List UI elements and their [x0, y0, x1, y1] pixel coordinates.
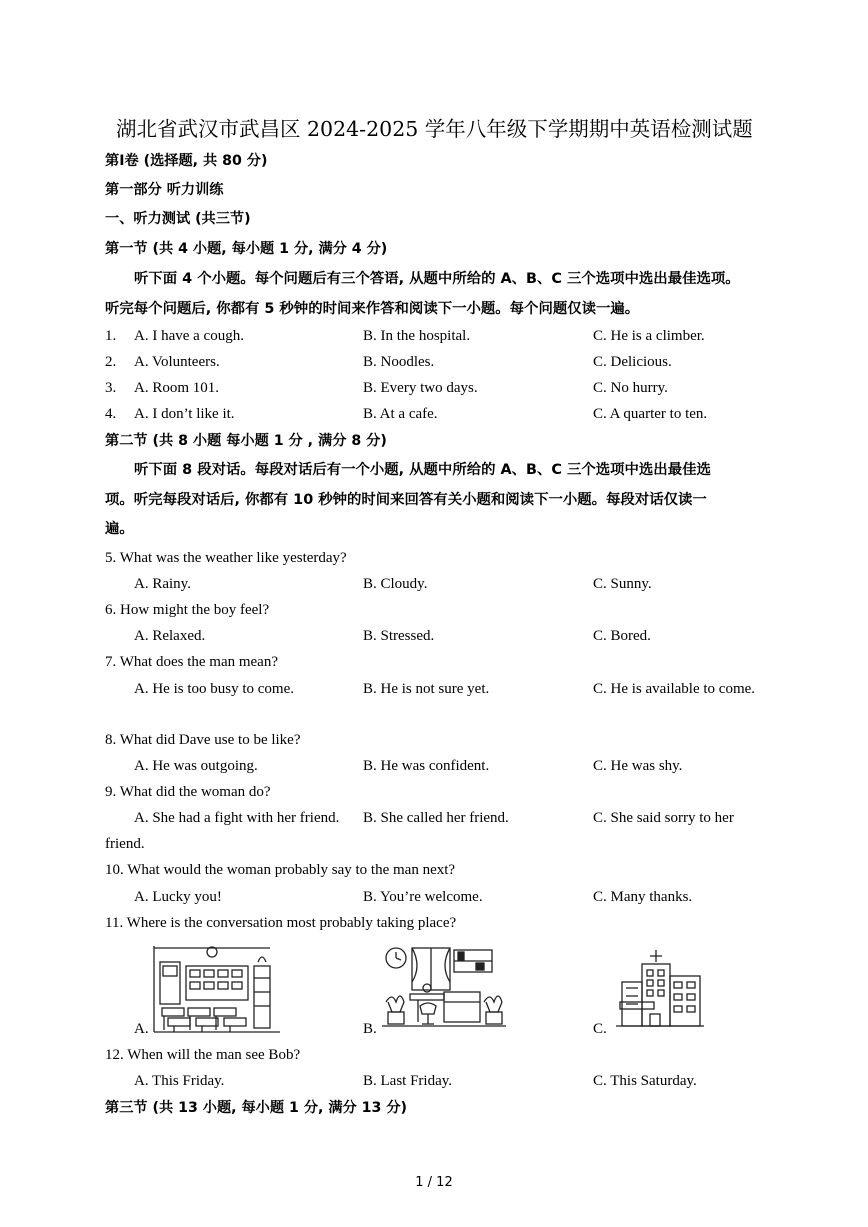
option-b: B. — [363, 1021, 377, 1037]
options-row — [0, 884, 868, 910]
question-number: 1. — [105, 328, 117, 344]
option-a: A. He is too busy to come. — [134, 681, 294, 697]
section2-instructions-line1: 听下面 8 段对话。每段对话后有一个小题, 从题中所给的 A、B、C 三个选项中选出最佳选 — [134, 462, 711, 478]
section3-heading: 第三节 (共 13 小题, 每小题 1 分, 满分 13 分) — [105, 1100, 407, 1116]
hospital-building-picture — [612, 948, 708, 1032]
option-c: C. He is a climber. — [593, 328, 705, 344]
option-b: B. She called her friend. — [363, 810, 509, 826]
option-a: A. Volunteers. — [134, 354, 220, 370]
options-row — [0, 676, 868, 702]
option-b: B. He is not sure yet. — [363, 681, 490, 697]
section1-instructions-line1: 听下面 4 个小题。每个问题后有三个答语, 从题中所给的 A、B、C 三个选项中选出最佳选项。 — [134, 271, 740, 287]
question-stem: 12. When will the man see Bob? — [105, 1047, 301, 1063]
question-row — [0, 375, 868, 401]
option-b: B. Noodles. — [363, 354, 435, 370]
option-c: C. This Saturday. — [593, 1073, 697, 1089]
section1-instructions-line2: 听完每个问题后, 你都有 5 秒钟的时间来作答和阅读下一小题。每个问题仅读一遍。 — [105, 301, 640, 317]
option-c-continuation: friend. — [105, 836, 145, 852]
option-a: A. This Friday. — [134, 1073, 225, 1089]
question-stem: 8. What did Dave use to be like? — [105, 732, 301, 748]
study-room-picture — [380, 944, 508, 1034]
option-a: A. Room 101. — [134, 380, 220, 396]
option-b: B. At a cafe. — [363, 406, 438, 422]
document-title: 湖北省武汉市武昌区 2024-2025 学年八年级下学期期中英语检测试题 — [116, 117, 753, 141]
option-c: C. Bored. — [593, 628, 651, 644]
options-row — [0, 623, 868, 649]
question-number: 4. — [105, 406, 117, 422]
question-number: 2. — [105, 354, 117, 370]
option-b: B. Cloudy. — [363, 576, 428, 592]
options-row — [0, 805, 868, 831]
classroom-picture — [150, 944, 282, 1034]
section2-instructions-line3: 遍。 — [105, 521, 134, 537]
question-stem: 5. What was the weather like yesterday? — [105, 550, 347, 566]
question-row — [0, 349, 868, 375]
question-row — [0, 323, 868, 349]
option-b: B. Stressed. — [363, 628, 435, 644]
option-c: C. Sunny. — [593, 576, 652, 592]
question-stem: 11. Where is the conversation most probably taking place? — [105, 915, 457, 931]
volume-heading: 第Ⅰ卷 (选择题, 共 80 分) — [105, 153, 268, 169]
option-c: C. He was shy. — [593, 758, 683, 774]
option-a: A. He was outgoing. — [134, 758, 258, 774]
option-b: B. You’re welcome. — [363, 889, 483, 905]
option-a: A. — [134, 1021, 149, 1037]
option-a: A. I have a cough. — [134, 328, 244, 344]
section2-instructions-line2: 项。听完每段对话后, 你都有 10 秒钟的时间来回答有关小题和阅读下一小题。每段对话仅读一 — [105, 492, 707, 508]
option-c: C. A quarter to ten. — [593, 406, 708, 422]
page-number: 1 / 12 — [415, 1175, 453, 1190]
option-c: C. — [593, 1021, 607, 1037]
question-number: 3. — [105, 380, 117, 396]
option-c: C. Delicious. — [593, 354, 672, 370]
option-a: A. I don’t like it. — [134, 406, 235, 422]
question-stem: 7. What does the man mean? — [105, 654, 278, 670]
options-row — [0, 571, 868, 597]
listening-heading: 一、听力测试 (共三节) — [105, 211, 251, 227]
part-heading: 第一部分 听力训练 — [105, 182, 224, 198]
option-b: B. In the hospital. — [363, 328, 471, 344]
options-row — [0, 1068, 868, 1094]
option-c: C. He is available to come. — [593, 681, 756, 697]
option-b: B. Every two days. — [363, 380, 478, 396]
question-stem: 10. What would the woman probably say to the man next? — [105, 862, 456, 878]
option-c: C. No hurry. — [593, 380, 668, 396]
option-a: A. Lucky you! — [134, 889, 222, 905]
option-a: A. Relaxed. — [134, 628, 206, 644]
option-b: B. Last Friday. — [363, 1073, 453, 1089]
question-row — [0, 401, 868, 427]
question-stem: 9. What did the woman do? — [105, 784, 271, 800]
option-c: C. Many thanks. — [593, 889, 693, 905]
option-a: A. Rainy. — [134, 576, 191, 592]
section1-heading: 第一节 (共 4 小题, 每小题 1 分, 满分 4 分) — [105, 241, 388, 257]
option-a: A. She had a fight with her friend. — [134, 810, 340, 826]
option-b: B. He was confident. — [363, 758, 490, 774]
option-c: C. She said sorry to her — [593, 810, 734, 826]
section2-heading: 第二节 (共 8 小题 每小题 1 分 , 满分 8 分) — [105, 433, 387, 449]
question-stem: 6. How might the boy feel? — [105, 602, 270, 618]
options-row — [0, 753, 868, 779]
